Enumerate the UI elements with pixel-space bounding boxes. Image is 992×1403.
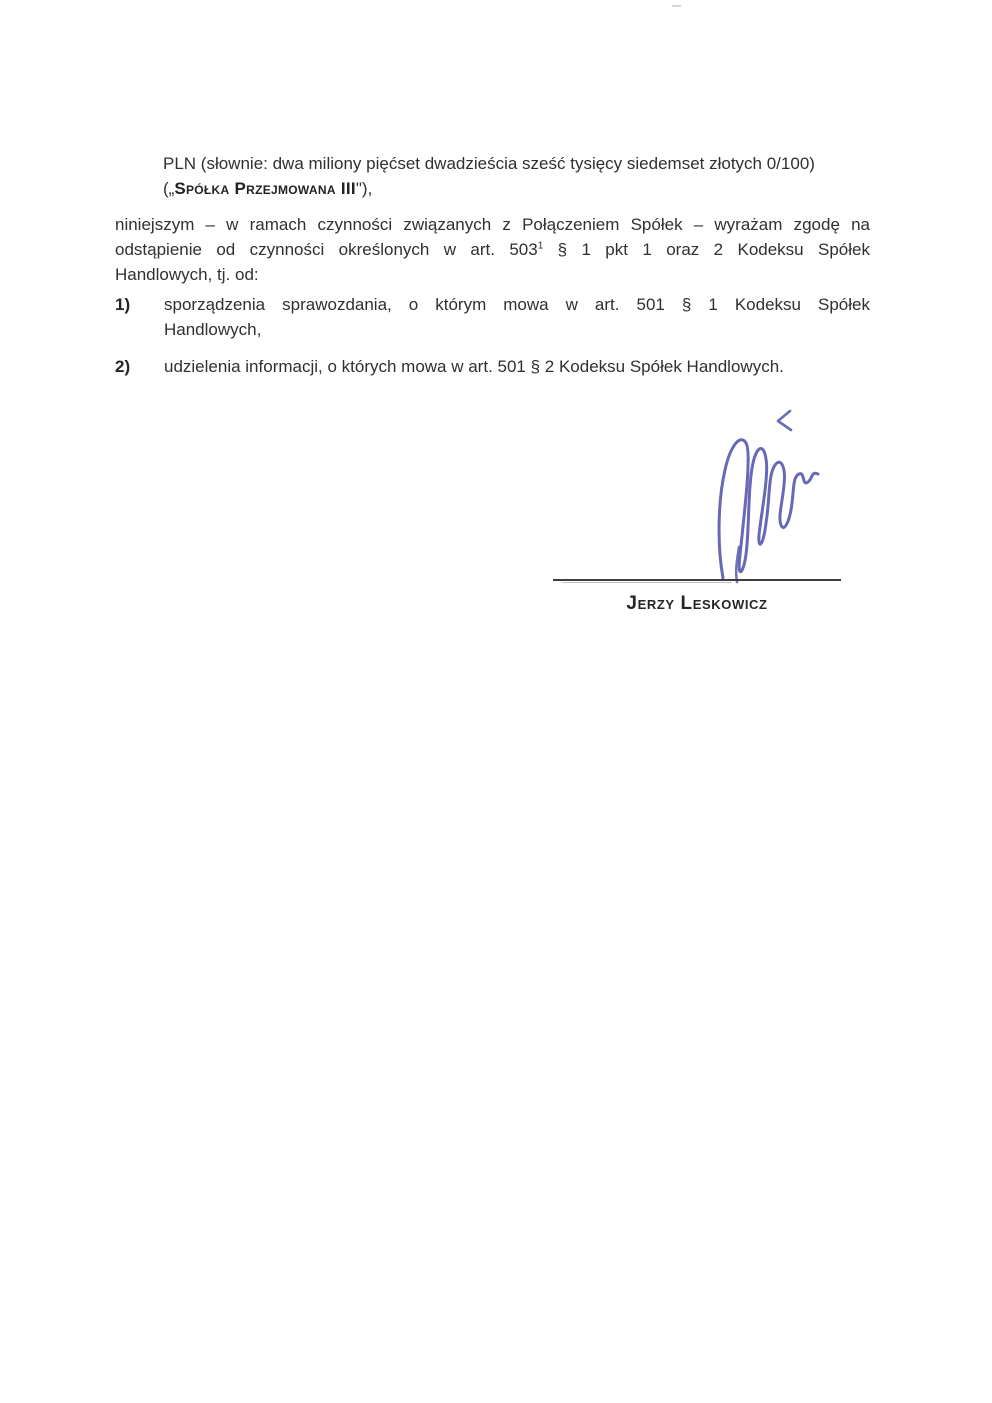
list-item-2-line1: udzielenia informacji, o których mowa w art. 501 § 2 Kodeksu Spółek Handlowych. — [164, 357, 784, 376]
list-item-1 — [115, 292, 870, 342]
company-open-paren: („ — [163, 179, 175, 198]
list-item-1-line2: Handlowych, — [164, 320, 262, 339]
consent-line2-text-after: § 1 pkt 1 oraz 2 Kodeksu Spółek — [543, 240, 870, 259]
signature-main-stroke — [719, 440, 818, 578]
consent-clause-line1: niniejszym – w ramach czynności związanych z Połączeniem Spółek – wyrażam zgodę na — [115, 215, 870, 234]
article-superscript: 1 — [537, 240, 544, 252]
signature-flourish-mark — [778, 411, 791, 430]
signature-line-scan-echo — [562, 582, 732, 583]
list-item-1-body — [164, 292, 870, 342]
list-item-1-line1: sporządzenia sprawozdania, o którym mowa w art. 501 § 1 Kodeksu Spółek — [164, 295, 870, 314]
amount-clause-line2 — [163, 176, 871, 201]
scan-artifact-mark — [672, 5, 681, 7]
list-item-2 — [115, 354, 870, 379]
handwritten-signature-ink — [690, 395, 840, 595]
company-close-paren: "), — [355, 179, 373, 198]
consent-clause-line3: Handlowych, tj. od: — [115, 265, 259, 284]
amount-clause — [163, 151, 871, 201]
consent-clause-line2 — [115, 237, 870, 262]
signatory-name: Jerzy Leskowicz — [626, 593, 768, 614]
amount-clause-line1: PLN (słownie: dwa miliony pięćset dwadzieścia sześć tysięcy siedemset złotych 0/100) — [163, 154, 815, 173]
signature-line — [553, 579, 841, 581]
list-item-2-body — [164, 354, 870, 379]
consent-clause — [115, 212, 870, 287]
consent-line2-text: odstąpienie od czynności określonych w art. 503 — [115, 240, 538, 259]
list-item-1-number: 1) — [115, 295, 131, 314]
company-name: Spółka Przejmowana III — [174, 179, 356, 198]
list-item-2-number: 2) — [115, 357, 131, 376]
